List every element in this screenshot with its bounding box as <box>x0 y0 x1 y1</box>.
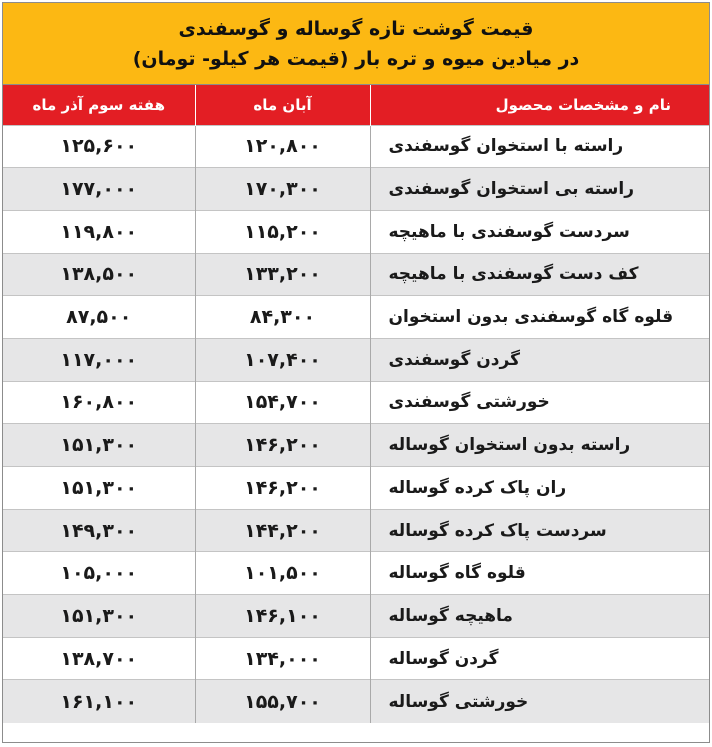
product-name-cell: گردن گوساله <box>370 637 709 680</box>
azar-price-cell: ۸۷,۵۰۰ <box>3 296 195 339</box>
table-subtitle: در میادین میوه و تره بار (قیمت هر کیلو- تومان) <box>132 47 580 70</box>
aban-price-cell: ۱۴۴,۲۰۰ <box>195 509 370 552</box>
product-name-cell: سردست پاک کرده گوساله <box>370 509 709 552</box>
table-row <box>3 424 709 467</box>
aban-price-cell: ۱۰۱,۵۰۰ <box>195 552 370 595</box>
aban-price-cell: ۱۷۰,۳۰۰ <box>195 168 370 211</box>
table-row <box>3 637 709 680</box>
product-name-cell: کف دست گوسفندی با ماهیچه <box>370 253 709 296</box>
azar-price-cell: ۱۶۱,۱۰۰ <box>3 680 195 723</box>
aban-price-cell: ۸۴,۳۰۰ <box>195 296 370 339</box>
table-row <box>3 381 709 424</box>
product-name-cell: قلوه گاه گوساله <box>370 552 709 595</box>
aban-price-cell: ۱۳۳,۲۰۰ <box>195 253 370 296</box>
table-row <box>3 210 709 253</box>
price-table-card <box>2 2 710 743</box>
azar-price-cell: ۱۶۰,۸۰۰ <box>3 381 195 424</box>
header-aban-month: آبان ماه <box>195 85 370 125</box>
aban-price-cell: ۱۵۵,۷۰۰ <box>195 680 370 723</box>
title-block <box>3 3 709 85</box>
table-header <box>3 85 709 125</box>
aban-price-cell: ۱۴۶,۲۰۰ <box>195 467 370 510</box>
azar-price-cell: ۱۳۸,۵۰۰ <box>3 253 195 296</box>
header-row <box>3 85 709 125</box>
azar-price-cell: ۱۵۱,۳۰۰ <box>3 424 195 467</box>
azar-price-cell: ۱۱۹,۸۰۰ <box>3 210 195 253</box>
product-name-cell: قلوه گاه گوسفندی بدون استخوان <box>370 296 709 339</box>
azar-price-cell: ۱۱۷,۰۰۰ <box>3 338 195 381</box>
aban-price-cell: ۱۲۰,۸۰۰ <box>195 125 370 168</box>
azar-price-cell: ۱۰۵,۰۰۰ <box>3 552 195 595</box>
table-row <box>3 509 709 552</box>
price-table <box>3 85 709 723</box>
table-row <box>3 296 709 339</box>
azar-price-cell: ۱۳۸,۷۰۰ <box>3 637 195 680</box>
product-name-cell: خورشتی گوساله <box>370 680 709 723</box>
table-body <box>3 125 709 723</box>
product-name-cell: ماهیچه گوساله <box>370 595 709 638</box>
product-name-cell: سردست گوسفندی با ماهیچه <box>370 210 709 253</box>
table-row <box>3 552 709 595</box>
azar-price-cell: ۱۵۱,۳۰۰ <box>3 467 195 510</box>
table-row <box>3 338 709 381</box>
table-row <box>3 680 709 723</box>
azar-price-cell: ۱۵۱,۳۰۰ <box>3 595 195 638</box>
table-row <box>3 253 709 296</box>
product-name-cell: خورشتی گوسفندی <box>370 381 709 424</box>
table-row <box>3 467 709 510</box>
aban-price-cell: ۱۴۶,۱۰۰ <box>195 595 370 638</box>
product-name-cell: راسته بدون استخوان گوساله <box>370 424 709 467</box>
product-name-cell: راسته با استخوان گوسفندی <box>370 125 709 168</box>
table-row <box>3 168 709 211</box>
table-row <box>3 125 709 168</box>
product-name-cell: راسته بی استخوان گوسفندی <box>370 168 709 211</box>
aban-price-cell: ۱۱۵,۲۰۰ <box>195 210 370 253</box>
azar-price-cell: ۱۲۵,۶۰۰ <box>3 125 195 168</box>
product-name-cell: ران پاک کرده گوساله <box>370 467 709 510</box>
aban-price-cell: ۱۵۴,۷۰۰ <box>195 381 370 424</box>
azar-price-cell: ۱۷۷,۰۰۰ <box>3 168 195 211</box>
header-azar-third-week: هفته سوم آذر ماه <box>32 95 165 114</box>
table-title: قیمت گوشت تازه گوساله و گوسفندی <box>178 17 534 40</box>
aban-price-cell: ۱۰۷,۴۰۰ <box>195 338 370 381</box>
header-product-name: نام و مشخصات محصول <box>370 85 709 125</box>
azar-price-cell: ۱۴۹,۳۰۰ <box>3 509 195 552</box>
aban-price-cell: ۱۳۴,۰۰۰ <box>195 637 370 680</box>
aban-price-cell: ۱۴۶,۲۰۰ <box>195 424 370 467</box>
table-row <box>3 595 709 638</box>
product-name-cell: گردن گوسفندی <box>370 338 709 381</box>
